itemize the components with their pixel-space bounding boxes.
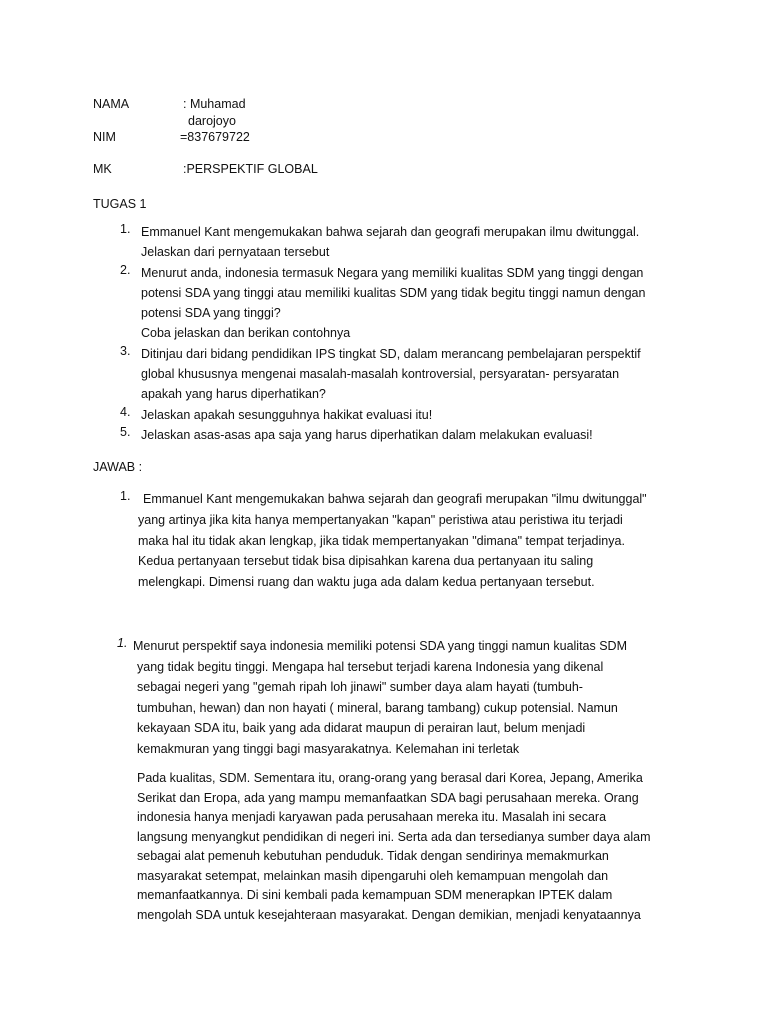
nama-value-cont: darojoyo — [188, 114, 236, 128]
question-item — [120, 344, 680, 404]
answer-line: melengkapi. Dimensi ruang dan waktu juga ada dalam kedua pertanyaan tersebut. — [138, 575, 595, 590]
question-line: Ditinjau dari bidang pendidikan IPS tingkat SD, dalam merancang pembelajaran perspektif — [141, 347, 641, 361]
question-text — [141, 425, 681, 445]
mk-value: :PERSPEKTIF GLOBAL — [183, 162, 318, 176]
answer-text — [138, 489, 676, 593]
mk-label: MK — [93, 162, 112, 176]
answer-number: 1. — [120, 489, 131, 503]
question-line: potensi SDA yang tinggi atau memiliki kualitas SDM yang tidak begitu tinggi namun dengan — [141, 286, 646, 300]
nama-value: : Muhamad — [183, 97, 246, 111]
question-number: 5. — [120, 425, 131, 439]
answer-line: Menurut perspektif saya indonesia memiliki potensi SDA yang tinggi namun kualitas SDM — [133, 639, 627, 653]
tugas-title: TUGAS 1 — [93, 197, 147, 211]
nama-label: NAMA — [93, 97, 130, 111]
answer-line: sebagai negeri yang "gemah ripah loh jinawi" sumber daya alam hayati (tumbuh- — [137, 680, 583, 694]
question-number: 3. — [120, 344, 131, 358]
answer-line: tumbuhan, hewan) dan non hayati ( mineral, barang tambang) cukup potensial. Namun — [137, 700, 618, 715]
answer-paragraph — [137, 769, 677, 925]
question-line: Jelaskan asas-asas apa saja yang harus diperhatikan dalam melakukan evaluasi! — [141, 428, 593, 442]
nim-label: NIM — [93, 130, 116, 144]
question-text — [141, 405, 681, 425]
paragraph-line: mengolah SDA untuk kesejahteraan masyarakat. Dengan demikian, menjadi kenyataannya — [137, 907, 641, 922]
answer-line: kemakmuran yang tinggi bagi masyarakatnya. Kelemahan ini terletak — [137, 741, 520, 756]
paragraph-line: sebagai alat pemenuh kebutuhan penduduk. Tidak dengan sendirinya memakmurkan — [137, 849, 609, 863]
question-item — [120, 425, 680, 445]
paragraph-line: Serikat dan Eropa, ada yang mampu memanfaatkan SDA bagi perusahaan mereka. Orang — [137, 790, 639, 805]
question-line: Jelaskan dari pernyataan tersebut — [141, 245, 330, 259]
question-line: potensi SDA yang tinggi? — [141, 306, 281, 320]
question-line: Jelaskan apakah sesungguhnya hakikat evaluasi itu! — [141, 408, 433, 422]
answer-line: yang tidak begitu tinggi. Mengapa hal tersebut terjadi karena Indonesia yang dikenal — [137, 659, 604, 674]
question-item — [120, 222, 680, 264]
question-line: Emmanuel Kant mengemukakan bahwa sejarah dan geografi merupakan ilmu dwitunggal. — [141, 225, 640, 239]
answer-line: maka hal itu tidak akan lengkap, jika tidak mempertanyakan "dimana" tempat terjadinya. — [138, 533, 625, 548]
question-item — [120, 263, 680, 343]
answer-line: yang artinya jika kita hanya mempertanyakan "kapan" peristiwa atau peristiwa itu terjadi — [138, 512, 623, 527]
answer-number: 1. — [117, 636, 128, 650]
jawab-title: JAWAB : — [93, 460, 143, 474]
paragraph-line: masyarakat setempat, melainkan masih dipengaruhi oleh kemampuan mengolah dan — [137, 868, 609, 883]
question-text — [141, 263, 681, 343]
paragraph-line: langsung menyangkut pendidikan di negeri ini. Serta ada dan tersedianya sumber daya alam — [137, 829, 651, 844]
paragraph-line: Pada kualitas, SDM. Sementara itu, orang-orang yang berasal dari Korea, Jepang, Amerika — [137, 771, 643, 785]
question-item — [120, 405, 680, 425]
answer-line: Kedua pertanyaan tersebut tidak bisa dipisahkan karena dua pertanyaan itu saling — [138, 554, 594, 569]
question-line: Menurut anda, indonesia termasuk Negara yang memiliki kualitas SDM yang tinggi dengan — [141, 266, 644, 280]
question-line: apakah yang harus diperhatikan? — [141, 387, 326, 401]
answer-text — [133, 636, 657, 759]
question-number: 1. — [120, 222, 131, 236]
paragraph-line: memanfaatkannya. Di sini kembali pada kemampuan SDM menerapkan IPTEK dalam — [137, 888, 613, 902]
question-number: 2. — [120, 263, 131, 277]
question-number: 4. — [120, 405, 131, 419]
nim-value: =837679722 — [180, 130, 250, 144]
answer-line: Emmanuel Kant mengemukakan bahwa sejarah dan geografi merupakan "ilmu dwitunggal" — [143, 492, 647, 506]
answer-line: kekayaan SDA itu, baik yang ada didarat maupun di perairan laut, belum menjadi — [137, 721, 586, 735]
paragraph-line: indonesia hanya menjadi karyawan pada perusahaan mereka itu. Masalah ini secara — [137, 810, 607, 824]
question-text — [141, 344, 681, 404]
question-text — [141, 222, 681, 262]
question-line: global khususnya mengenai masalah-masalah kontroversial, persyaratan- persyaratan — [141, 367, 620, 381]
question-line: Coba jelaskan dan berikan contohnya — [141, 326, 351, 340]
